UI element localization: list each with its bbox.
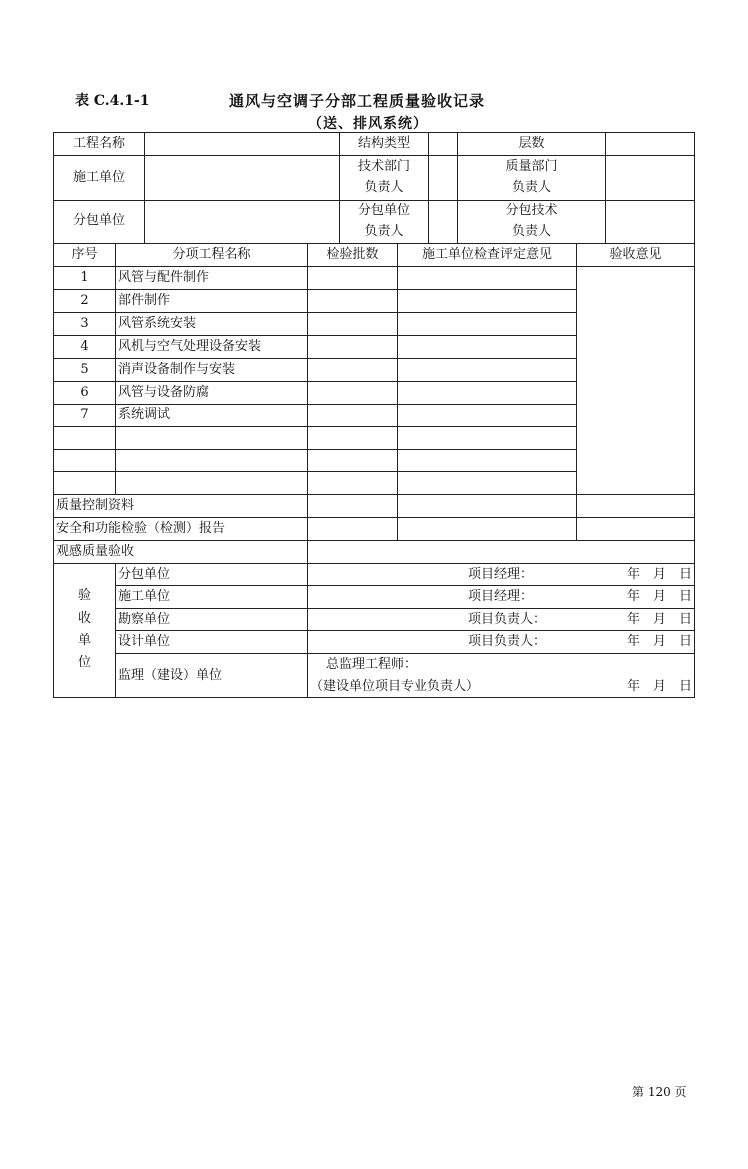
structure-type-label: 结构类型 [357, 136, 410, 151]
subcontract-unit-label: 分包单位 [72, 213, 125, 228]
acceptance-unit: 施工单位 [118, 589, 171, 604]
hline [53, 494, 695, 495]
hline [53, 381, 577, 382]
sub-unit-head-label-1: 分包单位 [357, 203, 410, 218]
sub-unit-head-label-2: 负责人 [364, 224, 404, 239]
acceptance-role: 项目负责人： [468, 634, 547, 649]
acceptance-role: 项目经理： [468, 567, 534, 582]
hline [53, 312, 577, 313]
row-no: 1 [80, 270, 89, 285]
vline [115, 563, 116, 697]
side-label-char: 位 [77, 655, 91, 670]
row-no: 5 [80, 362, 89, 377]
hline [53, 471, 577, 472]
hline [53, 426, 577, 427]
page-title: 通风与空调子分部工程质量验收记录 [229, 92, 486, 110]
supervision-date: 年 月 日 [626, 679, 692, 694]
tech-dept-label-1: 技术部门 [357, 159, 410, 174]
row-item-name: 风管与配件制作 [118, 270, 210, 285]
hline [53, 200, 695, 201]
row-no: 3 [80, 316, 89, 331]
tech-dept-label-2: 负责人 [364, 180, 404, 195]
row-item-name: 风管与设备防腐 [118, 385, 210, 400]
vline [115, 243, 116, 494]
sub-tech-label-1: 分包技术 [505, 203, 558, 218]
col-header-batches: 检验批数 [326, 247, 379, 262]
hline [53, 358, 577, 359]
border-bottom [53, 697, 695, 698]
col-header-acceptance: 验收意见 [609, 247, 662, 262]
col-header-contractor-opinion: 施工单位检查评定意见 [421, 247, 552, 262]
vline [576, 243, 577, 540]
hline [53, 243, 695, 244]
supervision-unit-label: 监理（建设）单位 [118, 668, 223, 683]
row-item-name: 风管系统安装 [118, 316, 197, 331]
row-item-name: 消声设备制作与安装 [118, 362, 236, 377]
owner-rep-label: （建设单位项目专业负责人） [310, 679, 480, 694]
vline [397, 243, 398, 540]
page-number: 第 120 页 [632, 1085, 687, 1099]
border-right [694, 132, 695, 698]
construction-unit-label: 施工单位 [72, 170, 125, 185]
row-no: 6 [80, 385, 89, 400]
floors-label: 层数 [518, 136, 545, 151]
row-no: 4 [80, 339, 89, 354]
row-item-name: 风机与空气处理设备安装 [118, 339, 262, 354]
row-no: 7 [80, 407, 89, 422]
hline [115, 585, 695, 586]
hline [115, 608, 695, 609]
row-item-name: 系统调试 [118, 407, 171, 422]
acceptance-unit: 勘察单位 [118, 612, 171, 627]
page-subtitle: （送、排风系统） [308, 116, 428, 132]
vline [144, 132, 145, 243]
table-code: 表 C.4.1-1 [75, 93, 150, 109]
acceptance-date: 年 月 日 [626, 634, 692, 649]
hline [53, 266, 695, 267]
quality-dept-label-2: 负责人 [511, 180, 551, 195]
hline [53, 404, 577, 405]
hline [53, 540, 695, 541]
acceptance-role: 项目经理： [468, 589, 534, 604]
chief-engineer-label: 总监理工程师： [326, 657, 418, 672]
col-header-item: 分项工程名称 [172, 247, 251, 262]
row-no: 2 [80, 293, 89, 308]
hline [53, 155, 695, 156]
hline [53, 449, 577, 450]
side-label-char: 收 [77, 611, 91, 626]
acceptance-unit: 分包单位 [118, 567, 171, 582]
safety-report-label: 安全和功能检验（检测）报告 [56, 521, 226, 536]
project-name-label: 工程名称 [72, 136, 125, 151]
acceptance-date: 年 月 日 [626, 589, 692, 604]
hline [115, 653, 695, 654]
acceptance-unit: 设计单位 [118, 634, 171, 649]
hline [53, 289, 577, 290]
side-label-char: 单 [77, 633, 91, 648]
border-top [53, 132, 695, 133]
hline [53, 335, 577, 336]
quality-docs-label: 质量控制资料 [56, 498, 135, 513]
vline [428, 132, 429, 243]
col-header-no: 序号 [71, 247, 98, 262]
acceptance-date: 年 月 日 [626, 612, 692, 627]
appearance-label: 观感质量验收 [56, 544, 135, 559]
vline [605, 132, 606, 243]
acceptance-date: 年 月 日 [626, 567, 692, 582]
vline [307, 243, 308, 697]
hline [53, 517, 695, 518]
sub-tech-label-2: 负责人 [511, 224, 551, 239]
row-item-name: 部件制作 [118, 293, 171, 308]
hline [53, 563, 695, 564]
side-label-char: 验 [77, 588, 91, 603]
quality-dept-label-1: 质量部门 [505, 159, 558, 174]
acceptance-role: 项目负责人： [468, 612, 547, 627]
hline [115, 630, 695, 631]
